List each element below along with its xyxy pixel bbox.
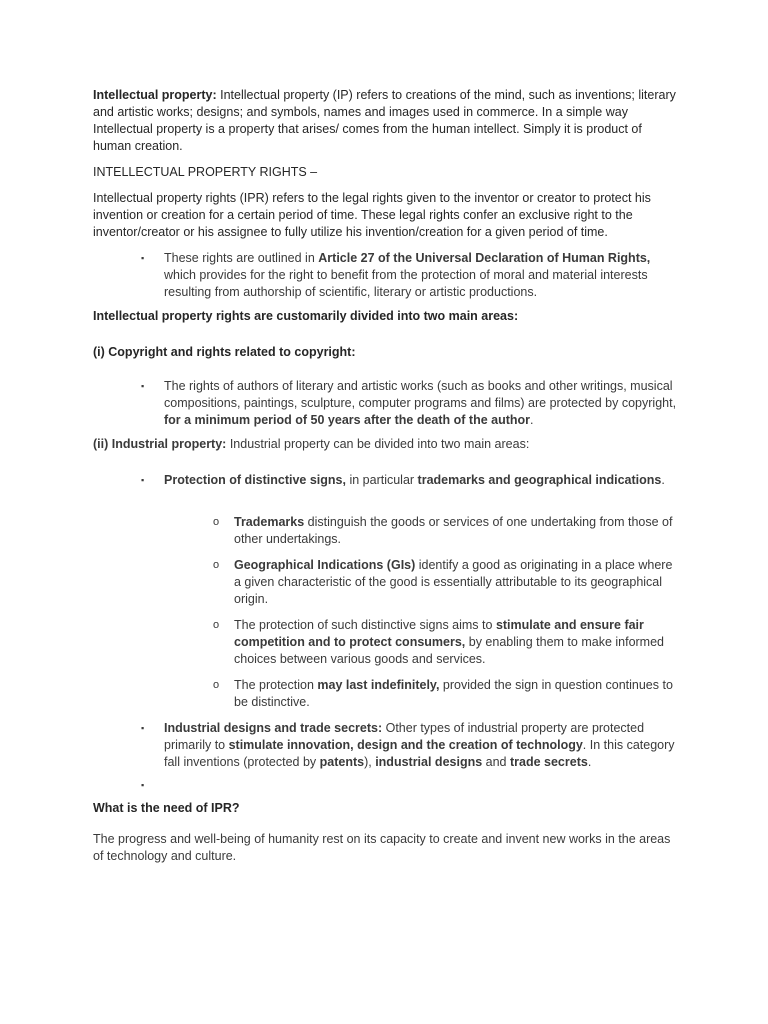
gi-text: identify a good as originating in a place where a given characteristic of the good is essentially attributable to its geographical origin. xyxy=(234,558,673,606)
designs-bold-1: Industrial designs and trade secrets: xyxy=(164,721,383,735)
trademarks-text: distinguish the goods or services of one undertaking from those of other undertakings. xyxy=(234,515,673,546)
square-bullet-icon: ▪ xyxy=(141,381,145,391)
circle-bullet-icon: o xyxy=(213,619,220,631)
list-item-udhr xyxy=(93,250,678,301)
list-item-empty xyxy=(93,777,678,794)
designs-text-5: . xyxy=(587,755,592,769)
need-paragraph: The progress and well-being of humanity rest on its capacity to create and invent new works in the areas of technology and culture. xyxy=(93,832,671,863)
circle-bullet-icon: o xyxy=(213,516,220,528)
ipr-heading: INTELLECTUAL PROPERTY RIGHTS – xyxy=(93,165,318,179)
designs-bold-trade-secrets: trade secrets xyxy=(509,755,588,769)
ip-definition-text: Intellectual property (IP) refers to creations of the mind, such as inventions; literary and artistic works; designs; and symbols, names and images used in commerce. In a simple way Intellectual property is a property that arises/ comes from the human intellect. Simply it is product of human creation. xyxy=(93,88,676,153)
list-item-copyright xyxy=(93,378,678,429)
square-bullet-icon: ▪ xyxy=(141,723,145,733)
square-bullet-icon: ▪ xyxy=(141,253,145,263)
areas-intro-heading xyxy=(93,308,678,325)
designs-bold-industrial-designs: industrial designs xyxy=(375,755,483,769)
copyright-text-post: . xyxy=(530,413,534,427)
list-item-distinctive-signs xyxy=(93,472,678,489)
designs-text-4: and xyxy=(482,755,510,769)
indefinite-bold: may last indefinitely, xyxy=(317,678,440,692)
protection-bold: stimulate and ensure fair competition and to protect consumers, xyxy=(234,618,644,649)
document-page xyxy=(93,87,678,865)
signs-bold-1: Protection of distinctive signs, xyxy=(164,473,346,487)
square-bullet-icon: ▪ xyxy=(141,475,145,485)
indefinite-text-post: provided the sign in question continues to be distinctive. xyxy=(234,678,673,709)
copyright-term-bold: for a minimum period of 50 years after the death of the author xyxy=(164,413,531,427)
list-item-industrial-designs xyxy=(93,720,678,771)
ip-label: Intellectual property: xyxy=(93,88,217,102)
gi-bold: Geographical Indications (GIs) xyxy=(234,558,416,572)
designs-text-2: . In this category fall inventions (protected by xyxy=(164,738,675,769)
copyright-text-pre: The rights of authors of literary and artistic works (such as books and other writings, musical compositions, paintings, sculpture, computer programs and films) are protected by copyright, xyxy=(164,379,677,410)
need-heading xyxy=(93,800,678,817)
industrial-text: Industrial property can be divided into two main areas: xyxy=(226,437,530,451)
industrial-property-paragraph xyxy=(93,436,678,453)
circle-bullet-icon: o xyxy=(213,559,220,571)
square-bullet-icon: ▪ xyxy=(141,780,145,790)
sub-item-gi xyxy=(93,557,678,608)
signs-text-mid: in particular xyxy=(345,473,418,487)
udhr-text-pre: These rights are outlined in xyxy=(164,251,319,265)
sub-item-indefinite xyxy=(93,677,678,711)
circle-bullet-icon: o xyxy=(213,679,220,691)
copyright-heading-text: (i) Copyright and rights related to copyright: xyxy=(93,345,356,359)
protection-text-post: by enabling them to make informed choices between various goods and services. xyxy=(234,635,664,666)
trademarks-bold: Trademarks xyxy=(234,515,305,529)
copyright-heading xyxy=(93,344,678,361)
signs-text-post: . xyxy=(661,473,665,487)
protection-text-pre: The protection of such distinctive signs aims to xyxy=(234,618,496,632)
designs-bold-2: stimulate innovation, design and the creation of technology xyxy=(228,738,583,752)
ip-definition-paragraph xyxy=(93,87,678,155)
need-heading-text: What is the need of IPR? xyxy=(93,801,240,815)
udhr-article-bold: Article 27 of the Universal Declaration of Human Rights, xyxy=(318,251,651,265)
signs-bold-2: trademarks and geographical indications xyxy=(417,473,662,487)
areas-intro-text: Intellectual property rights are customarily divided into two main areas: xyxy=(93,309,519,323)
udhr-text-post: which provides for the right to benefit from the protection of moral and material interests resulting from authorship of scientific, literary or artistic productions. xyxy=(164,268,648,299)
industrial-label: (ii) Industrial property: xyxy=(93,437,227,451)
sub-item-protection-aims xyxy=(93,617,678,668)
sub-item-trademarks xyxy=(93,514,678,548)
indefinite-text-pre: The protection xyxy=(234,678,318,692)
designs-text-3: ), xyxy=(364,755,376,769)
ipr-definition-paragraph: Intellectual property rights (IPR) refers to the legal rights given to the inventor or creator to protect his invention or creation for a certain period of time. These legal rights confer an exclusive right to the inventor/creator or his assignee to fully utilize his invention/creation for a given period of time. xyxy=(93,191,651,239)
designs-text-1: Other types of industrial property are protected primarily to xyxy=(164,721,645,752)
designs-bold-patents: patents xyxy=(319,755,365,769)
